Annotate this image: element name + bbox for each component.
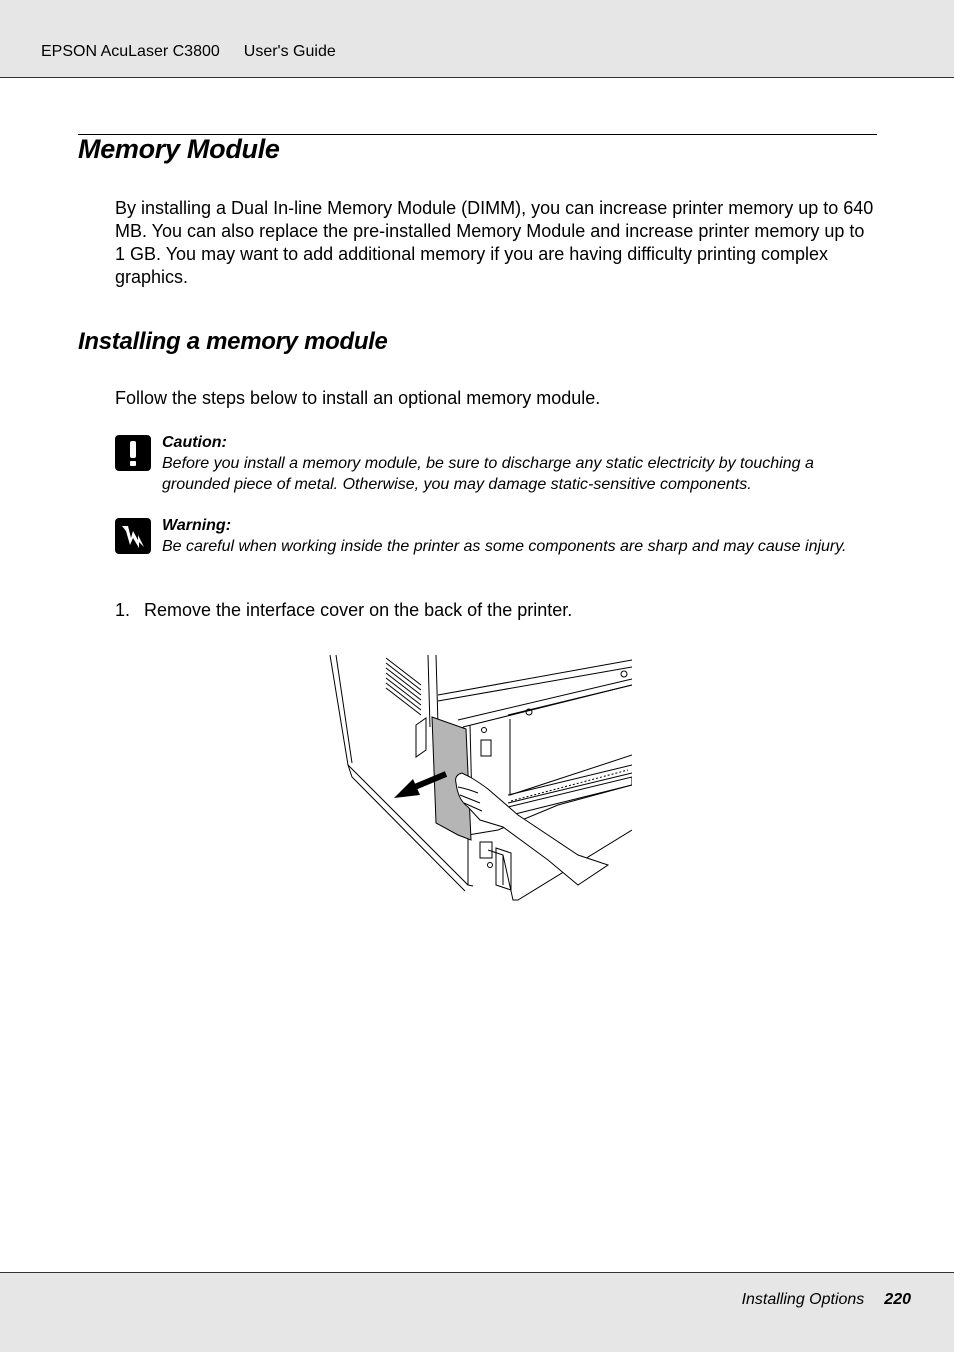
footer-text xyxy=(742,1291,911,1309)
page-header xyxy=(0,0,954,78)
warning-icon xyxy=(115,518,151,554)
warning-text: Be careful when working inside the printer as some components are sharp and may cause injury. xyxy=(162,538,847,555)
lead-paragraph: Follow the steps below to install an optional memory module. xyxy=(115,388,601,408)
caution-icon xyxy=(115,435,151,471)
step-item xyxy=(115,599,572,622)
warning-heading: Warning: xyxy=(162,517,232,534)
product-name: EPSON AcuLaser C3800 xyxy=(41,43,220,60)
section-title: Memory Module xyxy=(78,134,280,164)
step-text: Remove the interface cover on the back of the printer. xyxy=(144,600,573,620)
subsection-title: Installing a memory module xyxy=(78,328,388,355)
page-number: 220 xyxy=(884,1291,911,1308)
caution-heading: Caution: xyxy=(162,434,227,451)
intro-paragraph: By installing a Dual In-line Memory Module (DIMM), you can increase printer memory up to 640 MB. You can also replace the pre-installed Memory Module and increase printer memory up to 1 GB. You may want to add additional memory if you are having difficulty printing complex graphics. xyxy=(115,198,874,287)
caution-text: Before you install a memory module, be sure to discharge any static electricity by touching a grounded piece of metal. Otherwise, you may damage static-sensitive components. xyxy=(162,455,814,493)
footer-section: Installing Options xyxy=(741,1291,865,1308)
header-text xyxy=(41,43,336,61)
step-number: 1. xyxy=(115,600,131,620)
printer-illustration xyxy=(328,655,632,903)
guide-name: User's Guide xyxy=(243,43,336,60)
page-footer xyxy=(0,1272,954,1352)
